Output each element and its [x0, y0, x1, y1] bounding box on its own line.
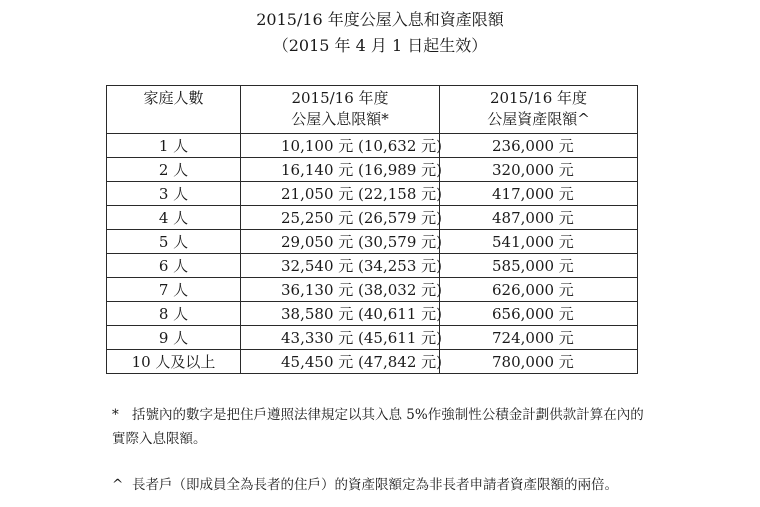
asset-limit-footnote-text: 長者戶（即成員全為長者的住戶）的資產限額定為非長者申請者資產限額的兩倍。 — [132, 477, 618, 493]
asset-limit-cell: 320,000 元 — [440, 158, 638, 182]
household-size-cell: 10 人及以上 — [107, 350, 241, 374]
asset-limit-cell: 487,000 元 — [440, 206, 638, 230]
income-limit-header-label: 公屋入息限額* — [291, 110, 389, 128]
asset-limit-cell: 780,000 元 — [440, 350, 638, 374]
asset-limit-header — [440, 86, 638, 134]
income-limit-cell: 25,250 元 (26,579 元) — [241, 206, 440, 230]
table-row — [107, 278, 638, 302]
table-header-row — [107, 86, 638, 134]
table-row — [107, 158, 638, 182]
asterisk-footnote-mark: * — [112, 407, 119, 423]
income-limit-cell: 38,580 元 (40,611 元) — [241, 302, 440, 326]
household-size-cell: 2 人 — [107, 158, 241, 182]
table-row — [107, 254, 638, 278]
income-asset-limits-table — [106, 85, 638, 374]
effective-date-subtitle: （2015 年 4 月 1 日起生效） — [272, 36, 488, 55]
income-limit-cell: 16,140 元 (16,989 元) — [241, 158, 440, 182]
table-row — [107, 350, 638, 374]
table-row — [107, 182, 638, 206]
household-size-cell: 3 人 — [107, 182, 241, 206]
asset-limit-cell: 541,000 元 — [440, 230, 638, 254]
income-limit-cell: 43,330 元 (45,611 元) — [241, 326, 440, 350]
income-limit-cell: 29,050 元 (30,579 元) — [241, 230, 440, 254]
table-row — [107, 206, 638, 230]
asset-limit-footnote — [112, 473, 652, 497]
income-limit-cell: 32,540 元 (34,253 元) — [241, 254, 440, 278]
table-row — [107, 134, 638, 158]
income-limit-cell: 21,050 元 (22,158 元) — [241, 182, 440, 206]
asset-limit-header-year: 2015/16 年度 — [489, 89, 588, 107]
income-limit-cell: 10,100 元 (10,632 元) — [241, 134, 440, 158]
income-limit-cell: 36,130 元 (38,032 元) — [241, 278, 440, 302]
household-size-cell: 6 人 — [107, 254, 241, 278]
household-size-cell: 1 人 — [107, 134, 241, 158]
household-size-cell: 4 人 — [107, 206, 241, 230]
household-size-cell: 5 人 — [107, 230, 241, 254]
household-size-header — [107, 86, 241, 134]
income-limit-footnote — [112, 403, 652, 451]
household-size-cell: 7 人 — [107, 278, 241, 302]
income-limit-cell: 45,450 元 (47,842 元) — [241, 350, 440, 374]
income-limit-header-year: 2015/16 年度 — [291, 89, 389, 107]
income-limit-footnote-text: 括號內的數字是把住戶遵照法律規定以其入息 5%作強制性公積金計劃供款計算在內的實際入息限額。 — [112, 407, 644, 447]
asset-limit-cell: 417,000 元 — [440, 182, 638, 206]
document-title: 2015/16 年度公屋入息和資產限額 — [256, 10, 504, 29]
household-size-header-label: 家庭人數 — [143, 89, 204, 107]
household-size-cell: 8 人 — [107, 302, 241, 326]
asset-limit-cell: 626,000 元 — [440, 278, 638, 302]
table-row — [107, 326, 638, 350]
income-limit-header — [241, 86, 440, 134]
asset-limit-header-label: 公屋資產限額^ — [487, 110, 590, 128]
asset-limit-cell: 236,000 元 — [440, 134, 638, 158]
asset-limit-cell: 724,000 元 — [440, 326, 638, 350]
household-size-cell: 9 人 — [107, 326, 241, 350]
table-row — [107, 302, 638, 326]
asset-limit-cell: 656,000 元 — [440, 302, 638, 326]
caret-footnote-mark: ^ — [112, 477, 124, 493]
table-row — [107, 230, 638, 254]
asset-limit-cell: 585,000 元 — [440, 254, 638, 278]
